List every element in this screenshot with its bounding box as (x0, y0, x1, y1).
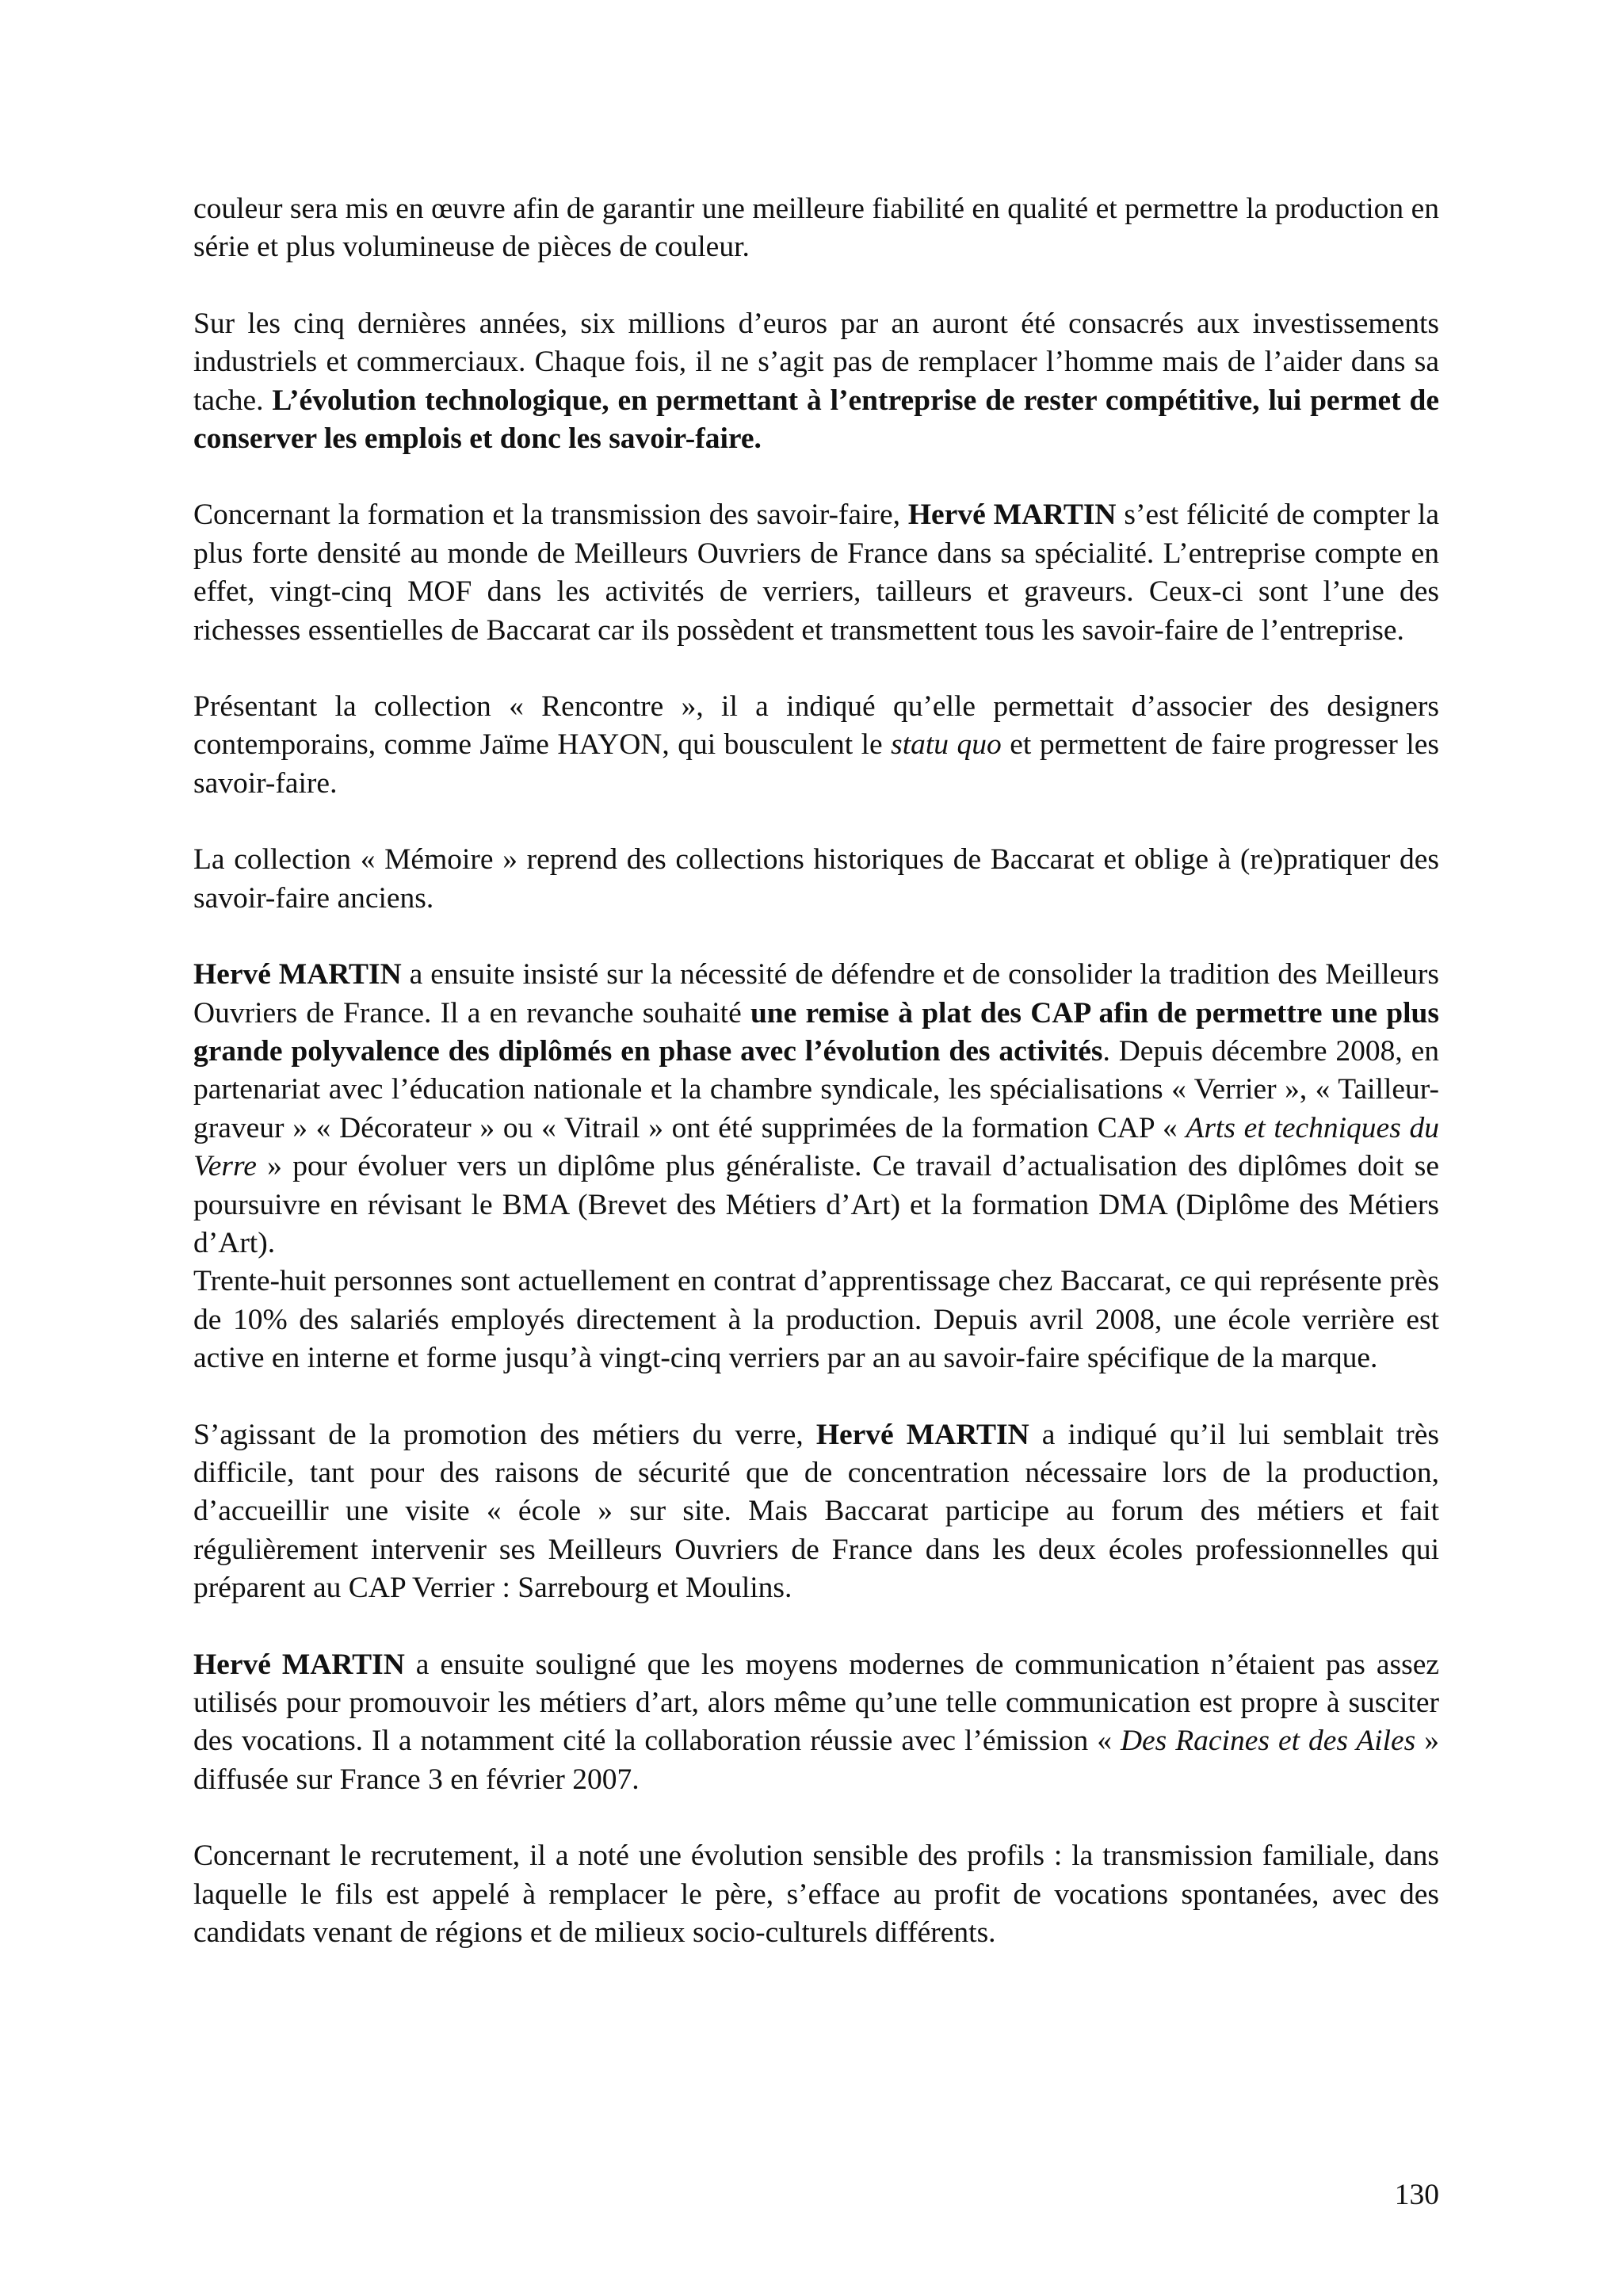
italic-text-segment: Arts et techniques du Verre (193, 1111, 1439, 1183)
text-segment: . Depuis décembre 2008, en partenariat avec l’éducation nationale et la chambre syndicale, les spécialisations « Verrier », « Tailleur-graveur » « Décorateur » ou « Vitrail » ont été supprimées de la formation CAP « (193, 1034, 1439, 1144)
paragraph-p2 (193, 305, 1439, 459)
page-number: 130 (1394, 2179, 1439, 2211)
bold-text-segment: L’évolution technologique, en permettant à l’entreprise de rester compétitive, lui permet de conserver les emplois et donc les savoir-faire. (193, 384, 1440, 456)
text-segment: S’agissant de la promotion des métiers du verre, (193, 1418, 816, 1451)
text-segment: a indiqué qu’il lui semblait très difficile, tant pour des raisons de sécurité que de concentration nécessaire lors de la production, d’accueillir une visite « école » sur site. Mais Baccarat participe au forum des métiers et fait régulièrement intervenir ses Meilleurs Ouvriers de France dans les deux écoles professionnelles qui préparent au CAP Verrier : Sarrebourg et Moulins. (193, 1418, 1439, 1605)
text-segment: » pour évoluer vers un diplôme plus généraliste. Ce travail d’actualisation des diplômes doit se poursuivre en révisant le BMA (Brevet des Métiers d’Art) et la formation DMA (Diplôme des Métiers d’Art). (193, 1150, 1439, 1259)
text-segment: a ensuite insisté sur la nécessité de défendre et de consolider la tradition des Meilleurs Ouvriers de France. Il a en revanche souhaité (193, 958, 1439, 1030)
italic-text-segment: statu quo (891, 728, 1002, 762)
paragraph-p10 (193, 1837, 1439, 1952)
text-segment: s’est félicité de compter la plus forte densité au monde de Meilleurs Ouvriers de France dans sa spécialité. L’entreprise compte en effet, vingt-cinq MOF dans les activités de verriers, tailleurs et graveurs. Ceux-ci sont l’une des richesses essentielles de Baccarat car ils possèdent et transmettent tous les savoir-faire de l’entreprise. (193, 499, 1440, 647)
paragraph-p3 (193, 496, 1439, 650)
text-segment: a ensuite souligné que les moyens modernes de communication n’étaient pas assez utilisés pour promouvoir les métiers d’art, alors même qu’une telle communication est propre à susciter des vocations. Il a notamment cité la collaboration réussie avec l’émission « (193, 1648, 1440, 1758)
text-segment: couleur sera mis en œuvre afin de garantir une meilleure fiabilité en qualité et permettre la production en série et plus volumineuse de pièces de couleur. (193, 193, 1439, 264)
speaker-name: Hervé MARTIN (815, 1418, 1029, 1451)
paragraph-p4 (193, 688, 1439, 803)
text-segment: » diffusée sur France 3 en février 2007. (193, 1725, 1439, 1796)
text-segment: Sur les cinq dernières années, six millions d’euros par an auront été consacrés aux investissements industriels et commerciaux. Chaque fois, il ne s’agit pas de remplacer l’homme mais de l’aider dans sa tache. (193, 307, 1439, 417)
paragraph-p7 (193, 1263, 1439, 1377)
italic-text-segment: Des Racines et des Ailes (1120, 1725, 1416, 1758)
paragraph-p5 (193, 841, 1439, 918)
text-segment: Concernant la formation et la transmission des savoir-faire, (193, 499, 908, 532)
text-segment: Présentant la collection « Rencontre », il a indiqué qu’elle permettait d’associer des designers contemporains, comme Jaïme HAYON, qui bousculent le (193, 690, 1439, 762)
paragraph-p9 (193, 1646, 1439, 1800)
text-segment: Trente-huit personnes sont actuellement en contrat d’apprentissage chez Baccarat, ce qui représente près de 10% des salariés employés directement à la production. Depuis avril 2008, une école verrière est active en interne et forme jusqu’à vingt-cinq verriers par an au savoir-faire spécifique de la marque. (193, 1265, 1439, 1375)
bold-text-segment: une remise à plat des CAP afin de permettre une plus grande polyvalence des diplômés en phase avec l’évolution des activités (193, 996, 1440, 1068)
text-segment: et permettent de faire progresser les savoir-faire. (193, 728, 1439, 800)
text-segment: La collection « Mémoire » reprend des collections historiques de Baccarat et oblige à (re)pratiquer des savoir-faire anciens. (193, 843, 1439, 915)
speaker-name: Hervé MARTIN (193, 1648, 405, 1681)
paragraph-p1 (193, 190, 1439, 267)
speaker-name: Hervé MARTIN (193, 958, 402, 991)
speaker-name: Hervé MARTIN (907, 499, 1117, 532)
paragraph-p6 (193, 956, 1439, 1263)
text-segment: Concernant le recrutement, il a noté une évolution sensible des profils : la transmission familiale, dans laquelle le fils est appelé à remplacer le père, s’efface au profit de vocations spontanées, avec des candidats venant de régions et de milieux socio-culturels différents. (193, 1839, 1439, 1950)
document-page (193, 190, 1439, 1990)
paragraph-p8 (193, 1416, 1439, 1608)
